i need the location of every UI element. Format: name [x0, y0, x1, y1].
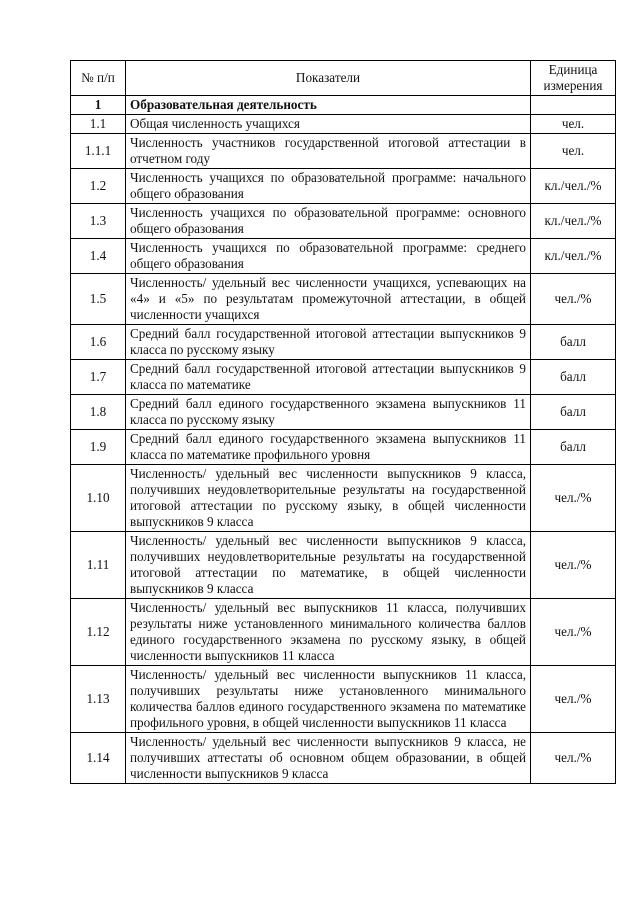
row-number: 1.3 — [71, 204, 126, 239]
row-number: 1.14 — [71, 733, 126, 784]
row-number: 1.1 — [71, 115, 126, 134]
row-unit: чел./% — [531, 532, 616, 599]
row-unit: чел./% — [531, 599, 616, 666]
table-row — [71, 666, 616, 733]
row-number: 1 — [71, 96, 126, 115]
row-unit: чел. — [531, 134, 616, 169]
row-number: 1.12 — [71, 599, 126, 666]
row-indicator: Средний балл государственной итоговой аттестации выпускников 9 класса по русскому языку — [126, 325, 531, 360]
row-indicator: Численность участников государственной итоговой аттестации в отчетном году — [126, 134, 531, 169]
row-unit: кл./чел./% — [531, 239, 616, 274]
row-unit: чел./% — [531, 733, 616, 784]
row-indicator: Численность учащихся по образовательной программе: основного общего образования — [126, 204, 531, 239]
row-indicator: Численность/ удельный вес численности выпускников 11 класса, получивших результаты ниже установленного минимального количества баллов единого государственного экзамена по математике профильного уровня, в общей численности выпускников 11 класса — [126, 666, 531, 733]
row-unit: чел. — [531, 115, 616, 134]
row-indicator: Численность учащихся по образовательной программе: начального общего образования — [126, 169, 531, 204]
row-unit: балл — [531, 395, 616, 430]
row-number: 1.9 — [71, 430, 126, 465]
row-indicator: Средний балл единого государственного экзамена выпускников 11 класса по русскому языку — [126, 395, 531, 430]
row-indicator: Численность/ удельный вес численности учащихся, успевающих на «4» и «5» по результатам промежуточной аттестации, в общей численности учащихся — [126, 274, 531, 325]
row-unit: кл./чел./% — [531, 169, 616, 204]
row-indicator: Средний балл государственной итоговой аттестации выпускников 9 класса по математике — [126, 360, 531, 395]
row-unit: балл — [531, 325, 616, 360]
row-number: 1.13 — [71, 666, 126, 733]
row-number: 1.1.1 — [71, 134, 126, 169]
row-number: 1.4 — [71, 239, 126, 274]
table-row — [71, 360, 616, 395]
table-row — [71, 430, 616, 465]
table-row — [71, 599, 616, 666]
header-indicator: Показатели — [126, 61, 531, 96]
row-unit: чел./% — [531, 465, 616, 532]
row-unit: чел./% — [531, 274, 616, 325]
row-indicator: Образовательная деятельность — [126, 96, 531, 115]
table-row — [71, 204, 616, 239]
table-row — [71, 96, 616, 115]
row-indicator: Общая численность учащихся — [126, 115, 531, 134]
header-unit: Единица измерения — [531, 61, 616, 96]
row-indicator: Численность/ удельный вес численности выпускников 9 класса, получивших неудовлетворительные результаты на государственной итоговой аттестации по русскому языку, в общей численности выпускников 9 класса — [126, 465, 531, 532]
row-indicator: Численность/ удельный вес численности выпускников 9 класса, не получивших аттестаты об основном общем образовании, в общей численности выпускников 9 класса — [126, 733, 531, 784]
row-number: 1.6 — [71, 325, 126, 360]
row-unit — [531, 96, 616, 115]
row-unit: чел./% — [531, 666, 616, 733]
row-number: 1.5 — [71, 274, 126, 325]
row-indicator: Численность учащихся по образовательной программе: среднего общего образования — [126, 239, 531, 274]
row-number: 1.2 — [71, 169, 126, 204]
row-number: 1.10 — [71, 465, 126, 532]
row-unit: балл — [531, 360, 616, 395]
row-unit: кл./чел./% — [531, 204, 616, 239]
table-row — [71, 115, 616, 134]
table-row — [71, 532, 616, 599]
table-row — [71, 325, 616, 360]
indicators-table — [70, 60, 616, 784]
row-number: 1.7 — [71, 360, 126, 395]
table-row — [71, 169, 616, 204]
table-row — [71, 274, 616, 325]
row-number: 1.8 — [71, 395, 126, 430]
row-unit: балл — [531, 430, 616, 465]
row-number: 1.11 — [71, 532, 126, 599]
row-indicator: Средний балл единого государственного экзамена выпускников 11 класса по математике профильного уровня — [126, 430, 531, 465]
table-row — [71, 395, 616, 430]
table-row — [71, 733, 616, 784]
header-num: № п/п — [71, 61, 126, 96]
table-row — [71, 239, 616, 274]
table-row — [71, 134, 616, 169]
table-header-row — [71, 61, 616, 96]
row-indicator: Численность/ удельный вес численности выпускников 9 класса, получивших неудовлетворительные результаты на государственной итоговой аттестации по математике, в общей численности выпускников 9 класса — [126, 532, 531, 599]
table-row — [71, 465, 616, 532]
row-indicator: Численность/ удельный вес выпускников 11 класса, получивших результаты ниже установленного минимального количества баллов единого государственного экзамена по русскому языку, в общей численности выпускников 11 класса — [126, 599, 531, 666]
